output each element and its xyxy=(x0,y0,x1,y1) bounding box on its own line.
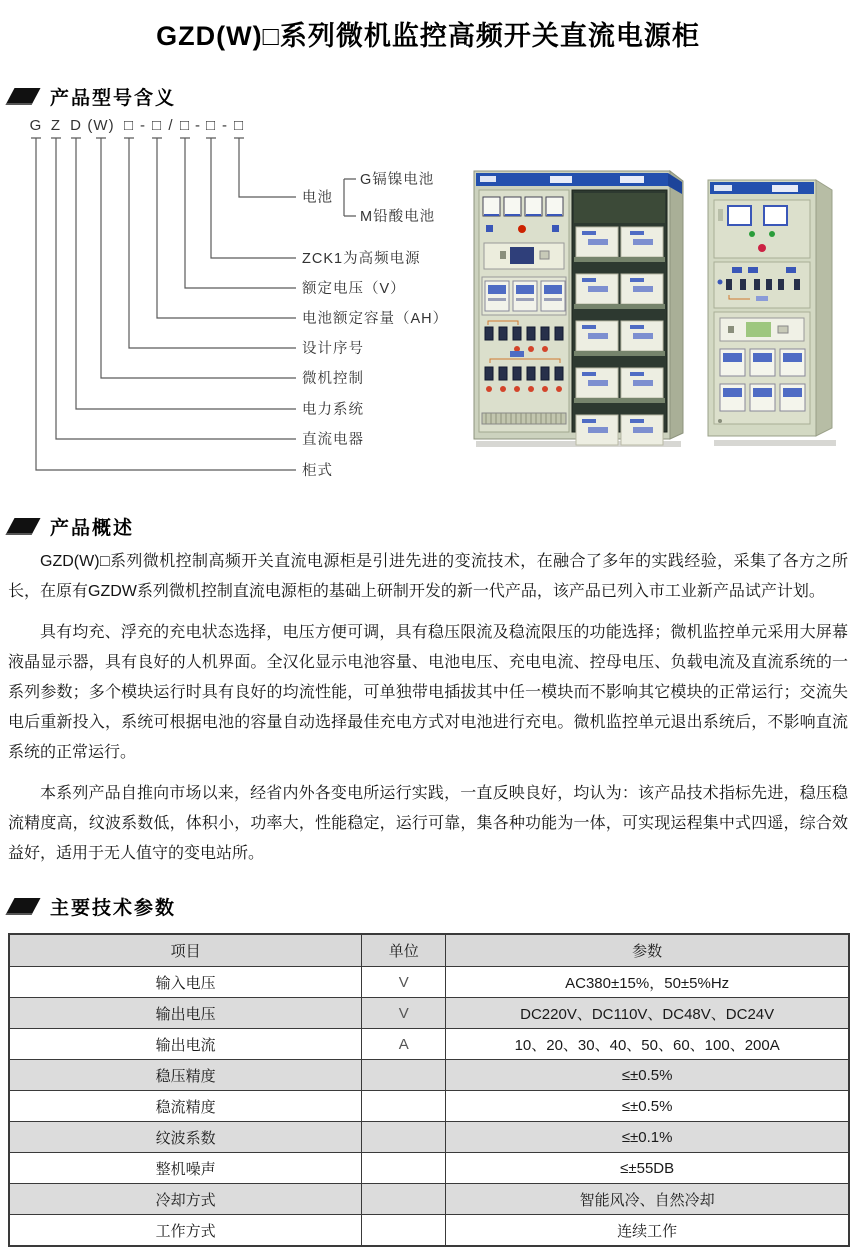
spec-unit-cell: A xyxy=(362,1029,446,1060)
spec-unit-cell xyxy=(362,1215,446,1247)
table-row xyxy=(9,1029,849,1060)
spec-item-cell: 整机噪声 xyxy=(9,1153,362,1184)
section-title-specs: 主要技术参数 xyxy=(50,897,177,919)
product-photos xyxy=(470,155,848,455)
connector-line xyxy=(206,138,296,258)
model-code-label: ZCK1为高频电源 xyxy=(302,251,421,267)
model-code-label: 设计序号 xyxy=(302,341,364,357)
section-header-specs xyxy=(10,893,856,919)
spec-value-cell: ≤±0.1% xyxy=(446,1122,849,1153)
table-row xyxy=(9,1122,849,1153)
section-header-overview xyxy=(10,513,856,539)
connector-line xyxy=(31,138,296,470)
spec-value-cell: DC220V、DC110V、DC48V、DC24V xyxy=(446,998,849,1029)
document-page xyxy=(0,14,856,1240)
model-code-char: - xyxy=(195,117,201,134)
page-title: GZD(W)□系列微机监控高频开关直流电源柜 xyxy=(156,21,700,51)
spec-unit-cell xyxy=(362,1153,446,1184)
model-code-char: - xyxy=(222,117,228,134)
model-code-label: 微机控制 xyxy=(302,371,364,387)
table-row xyxy=(9,1184,849,1215)
specs-header-row xyxy=(9,934,849,967)
connector-line xyxy=(180,138,296,288)
table-row xyxy=(9,1091,849,1122)
battery-bracket xyxy=(344,179,356,216)
section-marker-icon xyxy=(5,518,40,535)
spec-value-cell: 连续工作 xyxy=(446,1215,849,1247)
spec-value-cell: ≤±0.5% xyxy=(446,1060,849,1091)
connector-line xyxy=(152,138,296,318)
table-row xyxy=(9,1153,849,1184)
spec-unit-cell xyxy=(362,1060,446,1091)
spec-value-cell: ≤±55DB xyxy=(446,1153,849,1184)
model-code-label: 电池额定容量（AH） xyxy=(302,311,449,327)
model-code-label: 电力系统 xyxy=(302,402,364,418)
specs-table xyxy=(8,933,850,1247)
specs-col-header-value: 参数 xyxy=(446,934,849,967)
spec-item-cell: 工作方式 xyxy=(9,1215,362,1247)
model-code-label: 直流电器 xyxy=(302,432,364,448)
spec-item-cell: 冷却方式 xyxy=(9,1184,362,1215)
section-title-model: 产品型号含义 xyxy=(50,87,177,109)
section-header-model xyxy=(10,83,856,109)
spec-value-cell: 10、20、30、40、50、60、100、200A xyxy=(446,1029,849,1060)
model-code-char: □ xyxy=(151,117,163,134)
overview-paragraph-2: 具有均充、浮充的充电状态选择，电压方便可调，具有稳压限流及稳流限压的功能选择；微机监控单元采用大屏幕液晶显示器，具有良好的人机界面。全汉化显示电池容量、电池电压、充电电流、控母电压、负载电流及直流系统的一系列参数；多个模块运行时具有良好的均流性能，可单独带电插拔其中任一模块而不影响其它模块的正常运行；交流失电后重新投入，系统可根据电池的容量自动选择最佳充电方式对电池进行充电。微机监控单元退出系统后，不影响直流系统的正常运行。 xyxy=(8,624,848,761)
model-area xyxy=(0,111,856,503)
model-code-label: 额定电压（V） xyxy=(302,281,406,297)
connector-line xyxy=(124,138,296,348)
table-row xyxy=(9,1060,849,1091)
model-code-char: □ xyxy=(123,117,135,134)
overview-paragraph-1: GZD(W)□系列微机控制高频开关直流电源柜是引进先进的变流技术，在融合了多年的实践经验，采集了各方之所长，在原有GZDW系列微机控制直流电源柜的基础上研制开发的新一代产品，该产品已列入市工业新产品试产计划。 xyxy=(8,553,848,600)
section-title-overview: 产品概述 xyxy=(50,517,135,539)
spec-item-cell: 输入电压 xyxy=(9,967,362,998)
spec-item-cell: 输出电压 xyxy=(9,998,362,1029)
spec-unit-cell: V xyxy=(362,998,446,1029)
product-photo-double-cabinet xyxy=(470,155,692,455)
spec-unit-cell xyxy=(362,1091,446,1122)
model-code-char: / xyxy=(168,117,174,134)
model-code-label: 柜式 xyxy=(302,463,333,479)
spec-unit-cell xyxy=(362,1184,446,1215)
model-code-char: □ xyxy=(205,117,217,134)
model-code-char: □ xyxy=(179,117,191,134)
table-row xyxy=(9,1215,849,1247)
spec-item-cell: 稳压精度 xyxy=(9,1060,362,1091)
spec-item-cell: 纹波系数 xyxy=(9,1122,362,1153)
spec-unit-cell xyxy=(362,1122,446,1153)
spec-item-cell: 输出电流 xyxy=(9,1029,362,1060)
connector-line xyxy=(71,138,296,409)
product-photo-single-cabinet xyxy=(698,155,848,455)
specs-col-header-item: 项目 xyxy=(9,934,362,967)
model-code-label: 电池 xyxy=(302,190,333,206)
model-code-char: Z xyxy=(50,117,62,134)
model-code-char: - xyxy=(140,117,146,134)
spec-value-cell: AC380±15%，50±5%Hz xyxy=(446,967,849,998)
table-row xyxy=(9,998,849,1029)
spec-unit-cell: V xyxy=(362,967,446,998)
model-code-diagram xyxy=(26,113,466,493)
battery-option-label: G镉镍电池 xyxy=(360,172,435,188)
model-code-char: (W) xyxy=(87,117,115,134)
section-marker-icon xyxy=(5,898,40,915)
connector-line xyxy=(234,138,296,197)
spec-value-cell: 智能风冷、自然冷却 xyxy=(446,1184,849,1215)
spec-value-cell: ≤±0.5% xyxy=(446,1091,849,1122)
section-marker-icon xyxy=(5,88,40,105)
model-code-char: □ xyxy=(233,117,245,134)
spec-item-cell: 稳流精度 xyxy=(9,1091,362,1122)
specs-col-header-unit: 单位 xyxy=(362,934,446,967)
battery-option-label: M铅酸电池 xyxy=(360,209,436,225)
model-code-char: G xyxy=(29,117,43,134)
table-row xyxy=(9,967,849,998)
overview-paragraph-3: 本系列产品自推向市场以来，经省内外各变电所运行实践，一直反映良好，均认为：该产品技术指标先进，稳压稳流精度高，纹波系数低，体积小，功率大，性能稳定，运行可靠，集各种功能为一体，可实现运程集中式四遥，综合效益好，适用于无人值守的变电站所。 xyxy=(8,785,848,862)
model-code-char: D xyxy=(70,117,82,134)
